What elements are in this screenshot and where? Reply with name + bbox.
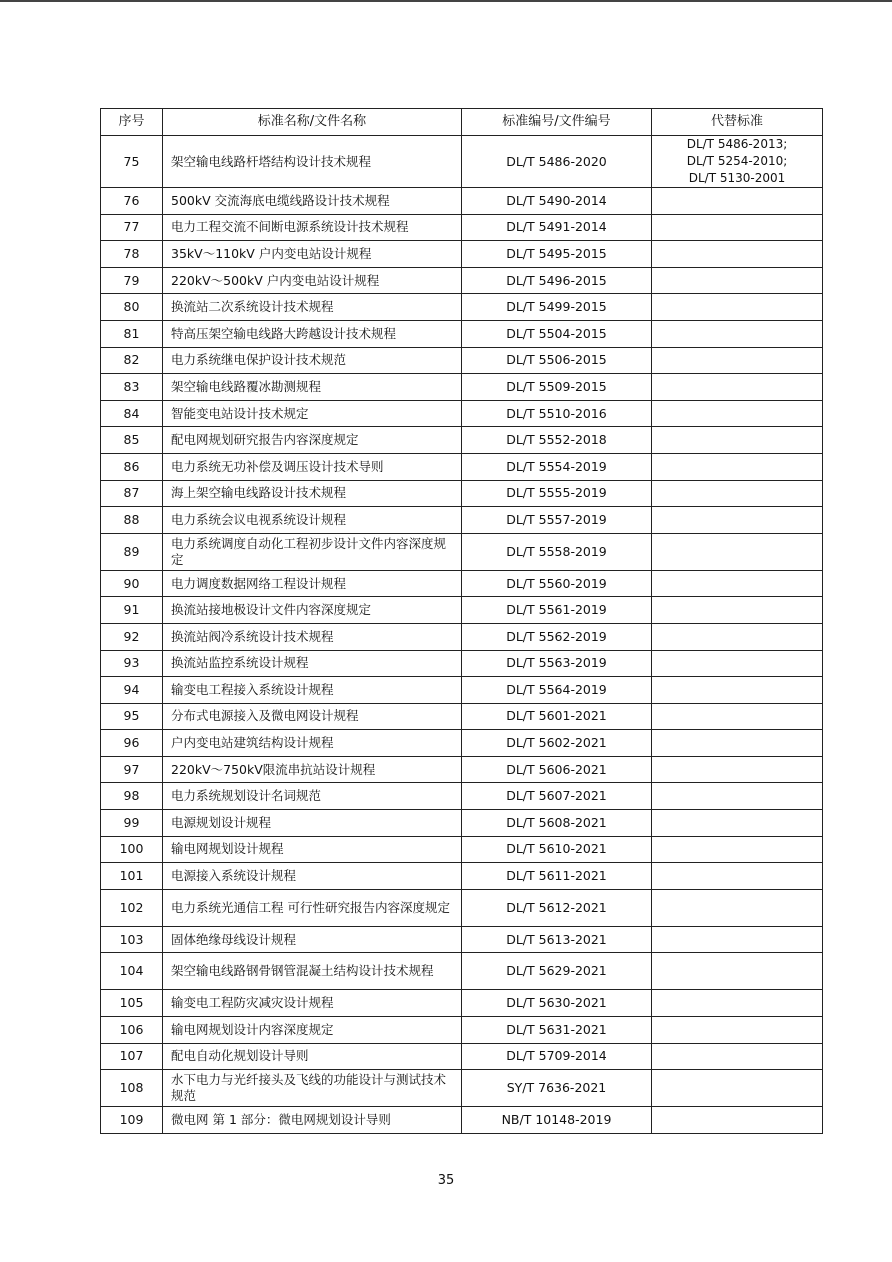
cell-replaced-standard xyxy=(652,267,823,294)
replaced-standard-line: DL/T 5130-2001 xyxy=(688,171,786,185)
cell-replaced-standard xyxy=(652,1070,823,1107)
cell-standard-code: DL/T 5630-2021 xyxy=(462,990,652,1017)
cell-standard-name: 电力系统会议电视系统设计规程 xyxy=(163,507,462,534)
cell-standard-name: 架空输电线路覆冰勘测规程 xyxy=(163,374,462,401)
cell-replaced-standard xyxy=(652,623,823,650)
cell-standard-name: 电力系统调度自动化工程初步设计文件内容深度规定 xyxy=(163,533,462,570)
header-standard-name: 标准名称/文件名称 xyxy=(163,109,462,136)
cell-standard-name: 配电自动化规划设计导则 xyxy=(163,1043,462,1070)
table-row xyxy=(101,810,823,837)
page-number: 35 xyxy=(437,1173,455,1188)
cell-replaced-standard xyxy=(652,1107,823,1134)
cell-standard-name: 220kV～500kV 户内变电站设计规程 xyxy=(163,267,462,294)
cell-replaced-standard xyxy=(652,570,823,597)
cell-serial-number: 102 xyxy=(101,889,163,926)
cell-replaced-standard xyxy=(652,533,823,570)
cell-serial-number: 80 xyxy=(101,294,163,321)
cell-serial-number: 101 xyxy=(101,863,163,890)
table-row xyxy=(101,953,823,990)
cell-standard-name: 电力系统规划设计名词规范 xyxy=(163,783,462,810)
table-row xyxy=(101,188,823,215)
cell-standard-code: DL/T 5491-2014 xyxy=(462,214,652,241)
cell-replaced-standard xyxy=(652,188,823,215)
cell-serial-number: 103 xyxy=(101,926,163,953)
cell-replaced-standard xyxy=(652,136,823,188)
cell-standard-name: 换流站接地极设计文件内容深度规定 xyxy=(163,597,462,624)
cell-serial-number: 95 xyxy=(101,703,163,730)
cell-replaced-standard xyxy=(652,650,823,677)
cell-standard-code: DL/T 5510-2016 xyxy=(462,400,652,427)
cell-standard-name: 架空输电线路钢骨钢管混凝土结构设计技术规程 xyxy=(163,953,462,990)
header-standard-code: 标准编号/文件编号 xyxy=(462,109,652,136)
cell-serial-number: 82 xyxy=(101,347,163,374)
cell-replaced-standard xyxy=(652,730,823,757)
cell-standard-name: 固体绝缘母线设计规程 xyxy=(163,926,462,953)
table-row xyxy=(101,863,823,890)
cell-replaced-standard xyxy=(652,427,823,454)
cell-serial-number: 93 xyxy=(101,650,163,677)
cell-standard-name: 架空输电线路杆塔结构设计技术规程 xyxy=(163,136,462,188)
cell-serial-number: 109 xyxy=(101,1107,163,1134)
table-row xyxy=(101,1043,823,1070)
cell-serial-number: 96 xyxy=(101,730,163,757)
table-row xyxy=(101,374,823,401)
cell-serial-number: 97 xyxy=(101,756,163,783)
cell-standard-code: DL/T 5601-2021 xyxy=(462,703,652,730)
cell-standard-code: DL/T 5495-2015 xyxy=(462,241,652,268)
cell-standard-name: 输电网规划设计规程 xyxy=(163,836,462,863)
cell-standard-code: DL/T 5613-2021 xyxy=(462,926,652,953)
cell-serial-number: 91 xyxy=(101,597,163,624)
cell-standard-code: DL/T 5496-2015 xyxy=(462,267,652,294)
cell-standard-code: DL/T 5607-2021 xyxy=(462,783,652,810)
cell-standard-name: 输变电工程防灾减灾设计规程 xyxy=(163,990,462,1017)
cell-replaced-standard xyxy=(652,990,823,1017)
table-row xyxy=(101,1017,823,1044)
table-row xyxy=(101,703,823,730)
cell-standard-name: 电力系统光通信工程 可行性研究报告内容深度规定 xyxy=(163,889,462,926)
table-row xyxy=(101,570,823,597)
cell-replaced-standard xyxy=(652,241,823,268)
cell-replaced-standard xyxy=(652,1017,823,1044)
cell-standard-name: 分布式电源接入及微电网设计规程 xyxy=(163,703,462,730)
table-row xyxy=(101,990,823,1017)
cell-standard-code: DL/T 5554-2019 xyxy=(462,453,652,480)
cell-replaced-standard xyxy=(652,863,823,890)
cell-replaced-standard xyxy=(652,400,823,427)
cell-standard-code: DL/T 5611-2021 xyxy=(462,863,652,890)
cell-standard-code: DL/T 5490-2014 xyxy=(462,188,652,215)
table-row xyxy=(101,730,823,757)
cell-serial-number: 89 xyxy=(101,533,163,570)
cell-serial-number: 92 xyxy=(101,623,163,650)
cell-serial-number: 79 xyxy=(101,267,163,294)
cell-standard-code: NB/T 10148-2019 xyxy=(462,1107,652,1134)
cell-standard-code: DL/T 5561-2019 xyxy=(462,597,652,624)
cell-replaced-standard xyxy=(652,1043,823,1070)
cell-replaced-standard xyxy=(652,703,823,730)
cell-standard-code: DL/T 5631-2021 xyxy=(462,1017,652,1044)
table-row xyxy=(101,214,823,241)
cell-standard-code: DL/T 5506-2015 xyxy=(462,347,652,374)
cell-replaced-standard xyxy=(652,597,823,624)
cell-serial-number: 100 xyxy=(101,836,163,863)
table-row xyxy=(101,650,823,677)
cell-serial-number: 88 xyxy=(101,507,163,534)
cell-serial-number: 83 xyxy=(101,374,163,401)
cell-standard-name: 电源接入系统设计规程 xyxy=(163,863,462,890)
cell-standard-code: DL/T 5602-2021 xyxy=(462,730,652,757)
cell-replaced-standard xyxy=(652,480,823,507)
table-row xyxy=(101,756,823,783)
cell-serial-number: 104 xyxy=(101,953,163,990)
table-row xyxy=(101,597,823,624)
top-border-line xyxy=(0,0,892,2)
cell-serial-number: 84 xyxy=(101,400,163,427)
cell-standard-name: 输电网规划设计内容深度规定 xyxy=(163,1017,462,1044)
table-row xyxy=(101,320,823,347)
cell-serial-number: 94 xyxy=(101,677,163,704)
cell-standard-name: 500kV 交流海底电缆线路设计技术规程 xyxy=(163,188,462,215)
cell-serial-number: 81 xyxy=(101,320,163,347)
table-row xyxy=(101,783,823,810)
cell-replaced-standard xyxy=(652,756,823,783)
cell-standard-code: DL/T 5499-2015 xyxy=(462,294,652,321)
cell-replaced-standard xyxy=(652,214,823,241)
table-row xyxy=(101,241,823,268)
table-row xyxy=(101,294,823,321)
cell-standard-code: DL/T 5564-2019 xyxy=(462,677,652,704)
cell-standard-code: DL/T 5563-2019 xyxy=(462,650,652,677)
table-row xyxy=(101,677,823,704)
cell-standard-code: DL/T 5709-2014 xyxy=(462,1043,652,1070)
table-row xyxy=(101,623,823,650)
table-row xyxy=(101,533,823,570)
cell-standard-name: 电源规划设计规程 xyxy=(163,810,462,837)
table-row xyxy=(101,889,823,926)
cell-serial-number: 75 xyxy=(101,136,163,188)
header-replaced-standard: 代替标准 xyxy=(652,109,823,136)
table-row xyxy=(101,136,823,188)
header-serial-number: 序号 xyxy=(101,109,163,136)
table-header-row xyxy=(101,109,823,136)
cell-replaced-standard xyxy=(652,783,823,810)
cell-replaced-standard xyxy=(652,810,823,837)
cell-standard-name: 220kV～750kV限流串抗站设计规程 xyxy=(163,756,462,783)
cell-standard-name: 换流站阀冷系统设计技术规程 xyxy=(163,623,462,650)
cell-standard-name: 输变电工程接入系统设计规程 xyxy=(163,677,462,704)
cell-standard-code: DL/T 5612-2021 xyxy=(462,889,652,926)
cell-replaced-standard xyxy=(652,507,823,534)
cell-standard-name: 特高压架空输电线路大跨越设计技术规程 xyxy=(163,320,462,347)
cell-standard-code: DL/T 5555-2019 xyxy=(462,480,652,507)
cell-standard-code: DL/T 5610-2021 xyxy=(462,836,652,863)
table-row xyxy=(101,1070,823,1107)
cell-standard-name: 海上架空输电线路设计技术规程 xyxy=(163,480,462,507)
cell-standard-name: 电力工程交流不间断电源系统设计技术规程 xyxy=(163,214,462,241)
cell-replaced-standard xyxy=(652,347,823,374)
cell-standard-code: DL/T 5562-2019 xyxy=(462,623,652,650)
cell-replaced-standard xyxy=(652,889,823,926)
cell-standard-code: DL/T 5552-2018 xyxy=(462,427,652,454)
cell-standard-code: DL/T 5486-2020 xyxy=(462,136,652,188)
table-body xyxy=(101,136,823,1134)
cell-serial-number: 106 xyxy=(101,1017,163,1044)
cell-replaced-standard xyxy=(652,677,823,704)
cell-serial-number: 77 xyxy=(101,214,163,241)
table-row xyxy=(101,453,823,480)
table-row xyxy=(101,267,823,294)
cell-standard-name: 微电网 第 1 部分：微电网规划设计导则 xyxy=(163,1107,462,1134)
replaced-standard-line: DL/T 5486-2013; xyxy=(686,137,788,151)
cell-replaced-standard xyxy=(652,926,823,953)
cell-standard-name: 智能变电站设计技术规定 xyxy=(163,400,462,427)
cell-standard-code: DL/T 5558-2019 xyxy=(462,533,652,570)
cell-replaced-standard xyxy=(652,953,823,990)
table-row xyxy=(101,926,823,953)
cell-serial-number: 87 xyxy=(101,480,163,507)
cell-serial-number: 78 xyxy=(101,241,163,268)
cell-replaced-standard xyxy=(652,294,823,321)
cell-standard-name: 电力调度数据网络工程设计规程 xyxy=(163,570,462,597)
table-row xyxy=(101,507,823,534)
cell-serial-number: 98 xyxy=(101,783,163,810)
table-row xyxy=(101,1107,823,1134)
cell-standard-code: DL/T 5509-2015 xyxy=(462,374,652,401)
cell-standard-name: 35kV～110kV 户内变电站设计规程 xyxy=(163,241,462,268)
cell-serial-number: 85 xyxy=(101,427,163,454)
cell-standard-code: DL/T 5504-2015 xyxy=(462,320,652,347)
table-row xyxy=(101,347,823,374)
cell-standard-name: 户内变电站建筑结构设计规程 xyxy=(163,730,462,757)
cell-standard-name: 水下电力与光纤接头及飞线的功能设计与测试技术规范 xyxy=(163,1070,462,1107)
cell-replaced-standard xyxy=(652,453,823,480)
cell-serial-number: 86 xyxy=(101,453,163,480)
cell-standard-code: DL/T 5629-2021 xyxy=(462,953,652,990)
table-row xyxy=(101,427,823,454)
cell-standard-name: 配电网规划研究报告内容深度规定 xyxy=(163,427,462,454)
cell-replaced-standard xyxy=(652,374,823,401)
replaced-standard-line: DL/T 5254-2010; xyxy=(686,154,788,168)
table-row xyxy=(101,400,823,427)
cell-serial-number: 108 xyxy=(101,1070,163,1107)
cell-serial-number: 105 xyxy=(101,990,163,1017)
cell-standard-code: SY/T 7636-2021 xyxy=(462,1070,652,1107)
cell-serial-number: 90 xyxy=(101,570,163,597)
cell-standard-name: 电力系统无功补偿及调压设计技术导则 xyxy=(163,453,462,480)
cell-serial-number: 76 xyxy=(101,188,163,215)
table-row xyxy=(101,480,823,507)
table-row xyxy=(101,836,823,863)
cell-serial-number: 107 xyxy=(101,1043,163,1070)
cell-standard-code: DL/T 5608-2021 xyxy=(462,810,652,837)
cell-standard-code: DL/T 5606-2021 xyxy=(462,756,652,783)
cell-replaced-standard xyxy=(652,836,823,863)
cell-standard-name: 电力系统继电保护设计技术规范 xyxy=(163,347,462,374)
cell-serial-number: 99 xyxy=(101,810,163,837)
cell-replaced-standard xyxy=(652,320,823,347)
cell-standard-name: 换流站监控系统设计规程 xyxy=(163,650,462,677)
cell-standard-name: 换流站二次系统设计技术规程 xyxy=(163,294,462,321)
standards-table xyxy=(100,108,823,1134)
cell-standard-code: DL/T 5557-2019 xyxy=(462,507,652,534)
cell-standard-code: DL/T 5560-2019 xyxy=(462,570,652,597)
